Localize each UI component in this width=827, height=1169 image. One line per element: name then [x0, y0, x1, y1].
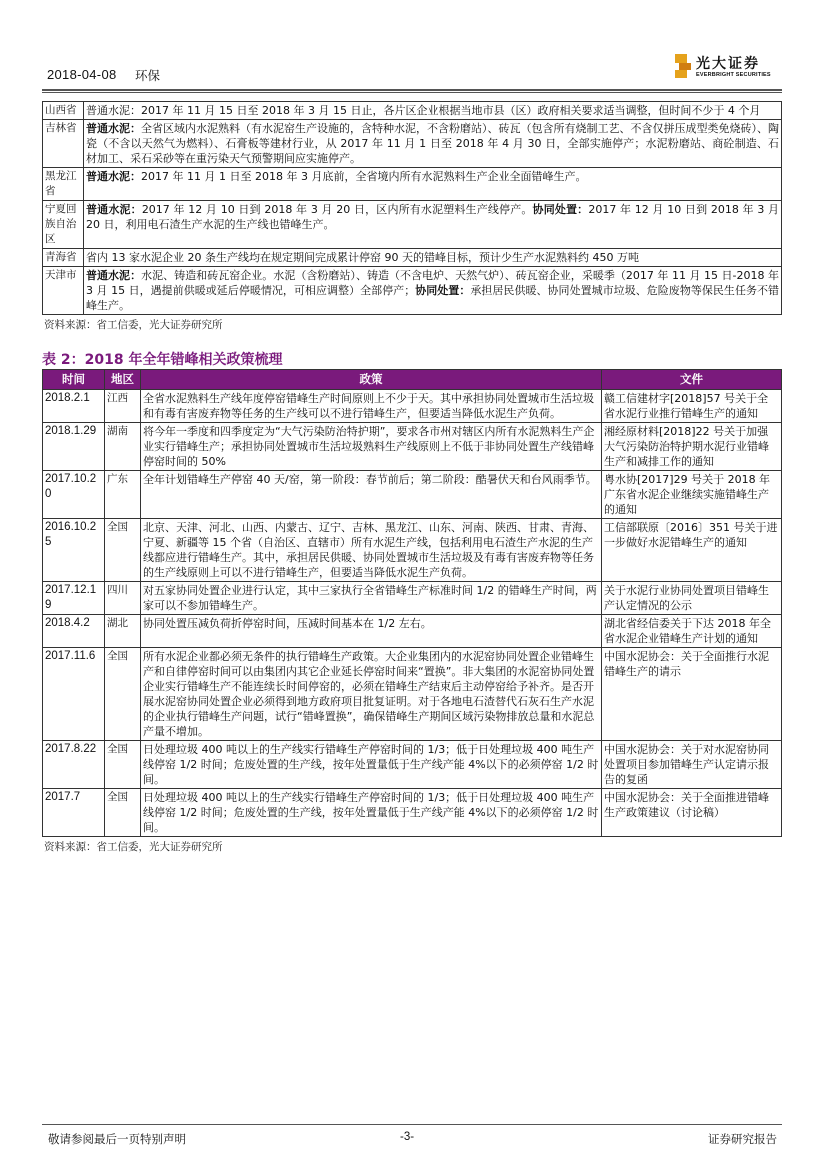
policy-cell: 日处理垃圾 400 吨以上的生产线实行错峰生产停窑时间的 1/3；低于日处理垃圾 400 吨生产线停窑 1/2 时间；危废处置的生产线，按年处置量低于生产线产能 4%以下的必须停窑 1/2 时间。 — [141, 741, 602, 789]
document-cell: 工信部联原〔2016〕351 号关于进一步做好水泥错峰生产的通知 — [602, 519, 782, 582]
logo-text-en: EVERBRIGHT SECURITIES — [696, 72, 771, 78]
policy-review-table — [42, 369, 782, 837]
header-divider — [42, 89, 782, 91]
region-cell: 全国 — [105, 519, 141, 582]
table1-row — [43, 249, 782, 267]
footer-disclaimer: 敬请参阅最后一页特别声明 — [48, 1132, 186, 1146]
policy-label: 普通水泥： — [86, 203, 142, 216]
page-header — [42, 50, 782, 86]
header-region: 地区 — [105, 370, 141, 390]
header-policy: 政策 — [141, 370, 602, 390]
table1-row — [43, 120, 782, 168]
policy-label: 协同处置： — [532, 203, 589, 216]
date-cell: 2018.1.29 — [43, 423, 105, 471]
header-date: 时间 — [43, 370, 105, 390]
page-number: -3- — [400, 1131, 415, 1143]
policy-cell: 全省水泥熟料生产线年度停窑错峰生产时间原则上不少于天。其中承担协同处置城市生活垃圾和有毒有害废弃物等任务的生产线可以不进行错峰生产，但要适当降低水泥生产负荷。 — [141, 390, 602, 423]
document-cell: 湘经原材料[2018]22 号关于加强大气污染防治特护期水泥行业错峰生产和减排工作的通知 — [602, 423, 782, 471]
brand-logo — [675, 53, 777, 81]
policy-cell: 对五家协同处置企业进行认定，其中三家执行全省错峰生产标准时间 1/2 的错峰生产时间，两家可以不参加错峰生产。 — [141, 582, 602, 615]
table2-source: 资料来源：省工信委，光大证券研究所 — [44, 841, 223, 853]
policy-cell: 北京、天津、河北、山西、内蒙古、辽宁、吉林、黑龙江、山东、河南、陕西、甘肃、青海、宁夏、新疆等 15 个省（自治区、直辖市）所有水泥生产线，包括利用电石渣生产水泥的生产线都应进行错峰生产。其中，承担居民供暖、协同处置城市生活垃圾及有毒有害废弃物等任务的生产线原则上可以不进行错峰生产，但要适当降低水泥生产负荷。 — [141, 519, 602, 582]
policy-text: 水泥、铸造和砖瓦窑企业。水泥（含粉磨站）、铸造（不含电炉、天然气炉）、砖瓦窑企业，采暖季（2017 年 11 月 15 日-2018 年 3 月 15 日，遇提前供暖或延后停暖情况，可相应调整）全部停产； — [86, 269, 779, 297]
policy-text: 承担居民供暖、协同处置城市垃圾、危险废物等保民生任务不错峰生产。 — [86, 284, 780, 312]
document-cell: 关于水泥行业协同处置项目错峰生产认定情况的公示 — [602, 582, 782, 615]
province-cell: 宁夏回族自治区 — [43, 201, 84, 249]
logo-mark-icon — [675, 54, 691, 78]
policy-label: 普通水泥： — [86, 269, 142, 282]
table2-row — [43, 741, 782, 789]
policy-text: 普通水泥：2017 年 11 月 15 日至 2018 年 3 月 15 日止，各片区企业根据当地市县（区）政府相关要求适当调整，但时间不少于 4 个月 — [86, 104, 761, 117]
policy-label: 协同处置： — [415, 284, 471, 297]
table1-row — [43, 267, 782, 315]
date-cell: 2016.10.25 — [43, 519, 105, 582]
footer-report-type: 证券研究报告 — [708, 1132, 777, 1146]
report-topic: 环保 — [135, 68, 161, 83]
date-cell: 2017.7 — [43, 789, 105, 837]
date-cell: 2018.2.1 — [43, 390, 105, 423]
policy-cell — [84, 102, 782, 120]
policy-text: 2017 年 11 月 1 日至 2018 年 3 月底前，全省境内所有水泥熟料生产企业全面错峰生产。 — [141, 170, 587, 183]
table2-row — [43, 615, 782, 648]
policy-text: 省内 13 家水泥企业 20 条生产线均在规定期间完成累计停窑 90 天的错峰目标，预计少生产水泥熟料约 450 万吨 — [86, 251, 639, 264]
table2-row — [43, 648, 782, 741]
province-cell: 青海省 — [43, 249, 84, 267]
date-cell: 2018.4.2 — [43, 615, 105, 648]
policy-text: 2017 年 12 月 10 日到 2018 年 3 月 20 日，区内所有水泥塑料生产线停产。 — [141, 203, 533, 216]
region-cell: 四川 — [105, 582, 141, 615]
table2-row — [43, 789, 782, 837]
table1-row — [43, 201, 782, 249]
region-cell: 江西 — [105, 390, 141, 423]
policy-cell: 所有水泥企业都必须无条件的执行错峰生产政策。大企业集团内的水泥窑协同处置企业错峰生产和自律停窑时间可以由集团内其它企业延长停窑时间来“置换”。非大集团的水泥窑协同处置企业实行错峰生产不能连续长时间停窑的，必须在错峰生产结束后主动停窑给予补齐。是否开展水泥窑协同处置企业必须得到地方政府项目批复证明。对于各地电石渣替代石灰石生产水泥的企业执行错峰生产问题，试行“错峰置换”，确保错峰生产期间区域污染物排放总量和水泥总产量不增加。 — [141, 648, 602, 741]
report-date: 2018-04-08 — [47, 67, 117, 82]
region-cell: 湖北 — [105, 615, 141, 648]
header-divider-thin — [42, 92, 782, 93]
policy-cell — [84, 201, 782, 249]
table2-row — [43, 519, 782, 582]
table2-row — [43, 423, 782, 471]
province-cell: 吉林省 — [43, 120, 84, 168]
policy-cell — [84, 249, 782, 267]
province-policy-table — [42, 101, 782, 315]
table1-row — [43, 168, 782, 201]
policy-text: 2017 年 12 月 10 日到 2018 年 3 月 20 日，利用电石渣生产水泥的生产线也错峰生产。 — [86, 203, 780, 231]
table2-row — [43, 582, 782, 615]
province-cell: 黑龙江省 — [43, 168, 84, 201]
policy-cell: 将今年一季度和四季度定为“大气污染防治特护期”，要求各市州对辖区内所有水泥熟料生产企业实行错峰生产；承担协同处置城市生活垃圾熟料生产线原则上不低于非协同处置生产线错峰停窑时间的 50% — [141, 423, 602, 471]
table1-row — [43, 102, 782, 120]
province-cell: 天津市 — [43, 267, 84, 315]
table2-title: 表 2：2018 年全年错峰相关政策梳理 — [42, 352, 283, 368]
document-cell: 赣工信建材字[2018]57 号关于全省水泥行业推行错峰生产的通知 — [602, 390, 782, 423]
policy-cell: 日处理垃圾 400 吨以上的生产线实行错峰生产停窑时间的 1/3；低于日处理垃圾 400 吨生产线停窑 1/2 时间；危废处置的生产线，按年处置量低于生产线产能 4%以下的必须停窑 1/2 时间。 — [141, 789, 602, 837]
province-cell: 山西省 — [43, 102, 84, 120]
policy-cell — [84, 168, 782, 201]
document-cell: 粤水协[2017]29 号关于 2018 年广东省水泥企业继续实施错峰生产的通知 — [602, 471, 782, 519]
region-cell: 全国 — [105, 648, 141, 741]
date-cell: 2017.11.6 — [43, 648, 105, 741]
policy-cell — [84, 120, 782, 168]
policy-cell: 协同处置压减负荷折停窑时间，压减时间基本在 1/2 左右。 — [141, 615, 602, 648]
table1-source: 资料来源：省工信委，光大证券研究所 — [44, 319, 223, 331]
region-cell: 全国 — [105, 789, 141, 837]
footer-divider — [42, 1124, 782, 1125]
policy-cell — [84, 267, 782, 315]
policy-text: 全省区域内水泥熟料（有水泥窑生产设施的，含特种水泥，不含粉磨站）、砖瓦（包含所有烧制工艺、不含仅拼压成型类免烧砖）、陶瓷（不含以天然气为燃料）、石膏板等建材行业，从 2017 年 11 月 1 日至 2018 年 4 月 30 日，全部实施停产；水泥粉磨站、商砼制造、石材加工、采石采砂等在重污染天气预警期间应实施停产。 — [86, 122, 779, 165]
header-doc: 文件 — [602, 370, 782, 390]
policy-cell: 全年计划错峰生产停窑 40 天/窑，第一阶段：春节前后；第二阶段：酷暑伏天和台风雨季节。 — [141, 471, 602, 519]
region-cell: 全国 — [105, 741, 141, 789]
policy-label: 普通水泥： — [86, 122, 141, 135]
region-cell: 湖南 — [105, 423, 141, 471]
table2-header-row — [43, 370, 782, 390]
region-cell: 广东 — [105, 471, 141, 519]
document-cell: 中国水泥协会：关于全面推进错峰生产政策建议（讨论稿） — [602, 789, 782, 837]
document-cell: 中国水泥协会：关于对水泥窑协同处置项目参加错峰生产认定请示报告的复函 — [602, 741, 782, 789]
date-cell: 2017.12.19 — [43, 582, 105, 615]
date-cell: 2017.10.20 — [43, 471, 105, 519]
logo-text-cn: 光大证券 — [696, 56, 760, 72]
date-cell: 2017.8.22 — [43, 741, 105, 789]
table2-row — [43, 471, 782, 519]
table2-row — [43, 390, 782, 423]
document-cell: 中国水泥协会：关于全面推行水泥错峰生产的请示 — [602, 648, 782, 741]
policy-label: 普通水泥： — [86, 170, 141, 183]
document-cell: 湖北省经信委关于下达 2018 年全省水泥企业错峰生产计划的通知 — [602, 615, 782, 648]
